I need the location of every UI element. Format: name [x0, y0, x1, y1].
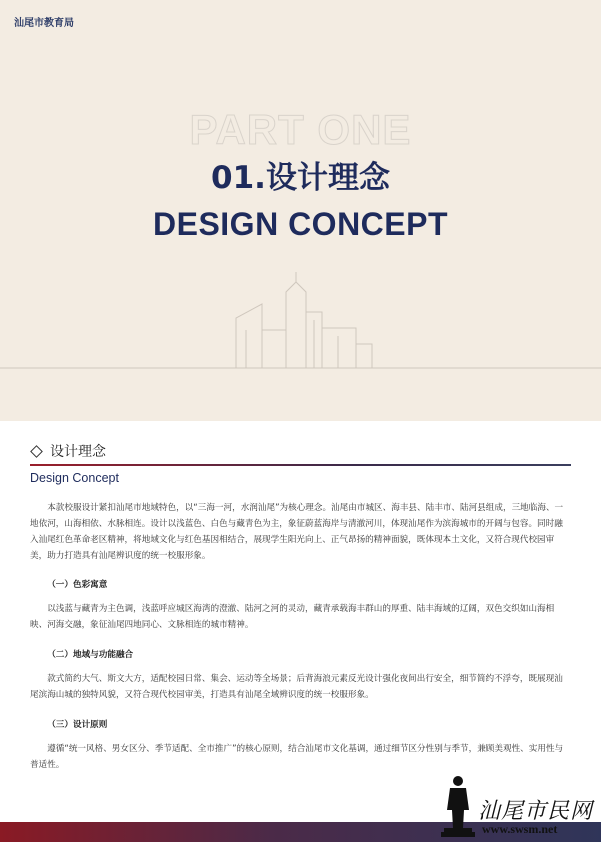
subheading-region: （二）地域与功能融合 — [47, 650, 134, 660]
section-title-en: Design Concept — [30, 471, 119, 485]
diamond-icon — [30, 445, 43, 458]
skyline-illustration — [0, 270, 601, 380]
region-paragraph: 款式简约大气、斯文大方，适配校园日常、集会、运动等全场景；后背海浪元素反光设计强化夜间出行安全，细节简约不浮夸，既展现汕尾滨海山城的独特风貌，又符合现代校园审美，打造具有汕尾全域辨识度的统一校服形象。 — [30, 674, 563, 700]
hero-subtitle: DESIGN CONCEPT — [152, 206, 449, 242]
subheading-color: （一）色彩寓意 — [47, 580, 108, 590]
section-title: 设计理念 — [50, 444, 106, 460]
watermark-url: www.swsm.net — [482, 822, 558, 836]
hero-title: 01.设计理念 — [211, 160, 390, 196]
intro-paragraph: 本款校服设计紧扣汕尾市地域特色，以“三海一河，水润汕尾”为核心理念。汕尾由市城区、海丰县、陆丰市、陆河县组成，三地临海、一地依河，山海相依、水脉相连。设计以浅蓝色、白色与藏青色为主，象征蔚蓝海岸与清澈河川，体现汕尾作为滨海城市的开阔与包容。同时融入汕尾红色革命老区精神，将地域文化与红色基因相结合，展现学生阳光向上、正气昂扬的精神面貌，既体现本土文化，又符合现代校园审美，助力打造具有汕尾辨识度的统一校服形象。 — [30, 503, 564, 561]
section-divider — [30, 464, 571, 466]
org-name: 汕尾市教育局 — [14, 18, 74, 29]
color-paragraph: 以浅蓝与藏青为主色调，浅蓝呼应城区海湾的澄澈、陆河之河的灵动，藏青承载海丰群山的厚重、陆丰海域的辽阔，双色交织如山海相映、河海交融，象征汕尾四地同心、文脉相连的城市精神。 — [30, 604, 555, 630]
part-label: PART ONE — [189, 106, 412, 153]
section-body — [30, 500, 571, 773]
statue-figure-icon — [438, 772, 478, 838]
site-watermark — [438, 772, 601, 842]
watermark-title: 汕尾市民网 — [478, 799, 594, 824]
subheading-principle: （三）设计原则 — [47, 720, 108, 730]
principle-paragraph: 遵循“统一风格、男女区分、季节适配、全市推广”的核心原则，结合汕尾市文化基调，通过细节区分性别与季节，兼顾美观性、实用性与普适性。 — [30, 744, 564, 770]
